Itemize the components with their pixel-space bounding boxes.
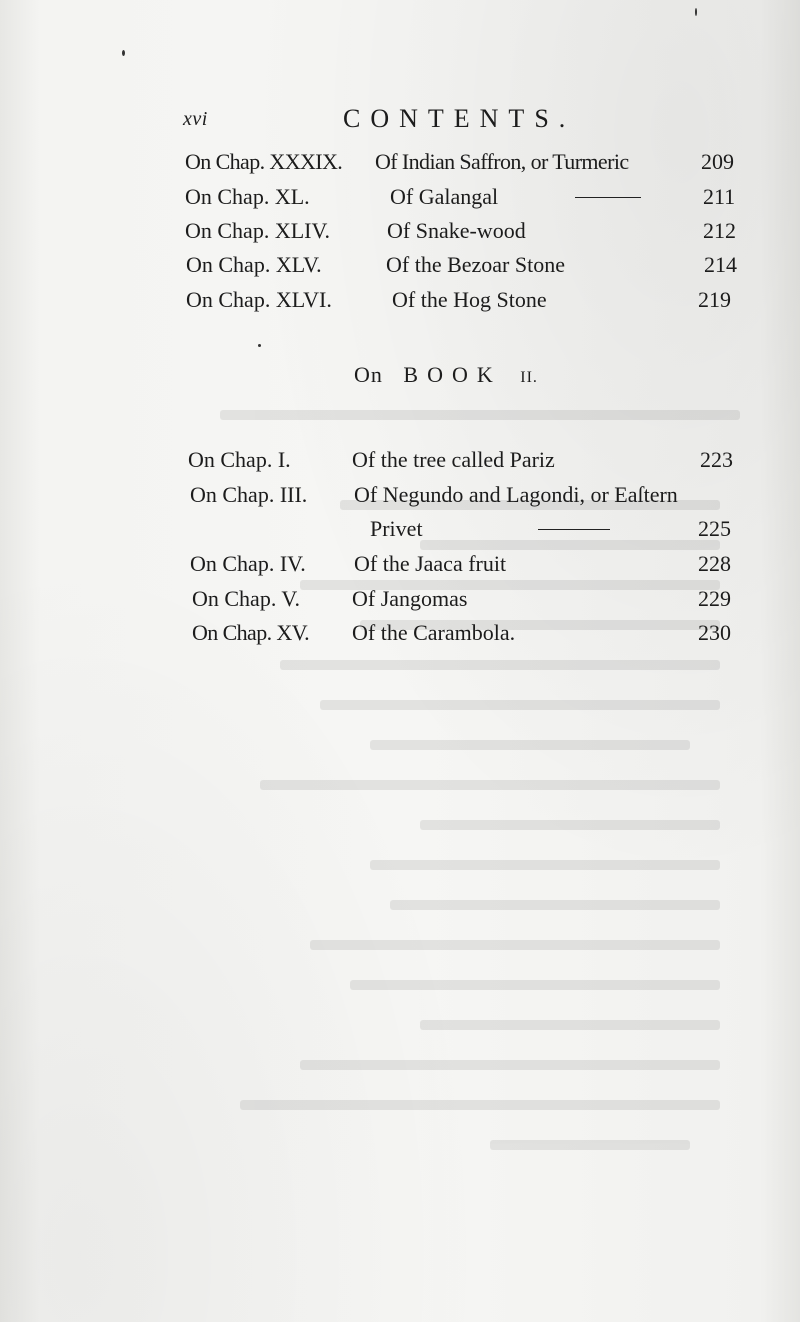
toc-page-number: 211 [703, 184, 736, 209]
toc-entry-title: Of Indian Saffron, or Turmeric [375, 149, 629, 174]
toc-entry-title: Of Snake-wood [387, 218, 526, 243]
toc-entry-title: Of Negundo and Lagondi, or Eaſtern [354, 482, 678, 507]
toc-entry-title: Of Jangomas [352, 586, 468, 611]
toc-entry-title: Of the Jaaca fruit [354, 551, 507, 576]
toc-page-number: 228 [698, 551, 731, 576]
toc-page-number: 229 [698, 586, 731, 611]
toc-entry-title: Of the Hog Stone [392, 287, 547, 312]
toc-entry-title: Of the Bezoar Stone [386, 252, 565, 277]
toc-chapter-ref: On Chap. V. [192, 586, 300, 611]
paper-speck [122, 50, 125, 56]
toc-page-number: 214 [704, 252, 737, 277]
toc-entry-title: Of the Carambola. [352, 620, 516, 645]
section-heading-book-two [354, 362, 538, 388]
toc-chapter-ref: On Chap. XLV. [186, 252, 322, 277]
toc-chapter-ref: On Chap. XV. [192, 620, 310, 645]
toc-leader-rule [575, 197, 641, 198]
paper-speck [258, 344, 261, 347]
toc-chapter-ref: On Chap. XLVI. [186, 287, 332, 312]
toc-entry-title: Of the tree called Pariz [352, 447, 555, 472]
toc-entry-title: Of Galangal [390, 184, 499, 209]
page-folio: xvi [183, 108, 208, 130]
running-header [183, 104, 743, 134]
toc-page-number: 212 [703, 218, 736, 243]
toc-page-number: 219 [698, 287, 731, 312]
paper-speck [695, 8, 697, 16]
toc-page-number: 230 [698, 620, 731, 645]
toc-chapter-ref: On Chap. XXXIX. [185, 149, 343, 174]
section-heading-book: BOOK [403, 362, 502, 387]
toc-page-number: 225 [698, 516, 731, 541]
toc-page-number: 223 [700, 447, 733, 472]
section-heading-number: II. [520, 369, 538, 386]
running-title: CONTENTS. [343, 104, 576, 133]
section-heading-on: On [354, 362, 383, 387]
toc-chapter-ref: On Chap. IV. [190, 551, 306, 576]
toc-chapter-ref: On Chap. I. [188, 447, 291, 472]
toc-page-number: 209 [701, 149, 734, 174]
toc-chapter-ref: On Chap. III. [190, 482, 308, 507]
toc-chapter-ref: On Chap. XLIV. [185, 218, 331, 243]
toc-leader-rule [538, 529, 610, 530]
show-through-ghost-text [180, 400, 780, 1200]
toc-chapter-ref: On Chap. XL. [185, 184, 310, 209]
toc-entry-title: Privet [370, 516, 423, 541]
